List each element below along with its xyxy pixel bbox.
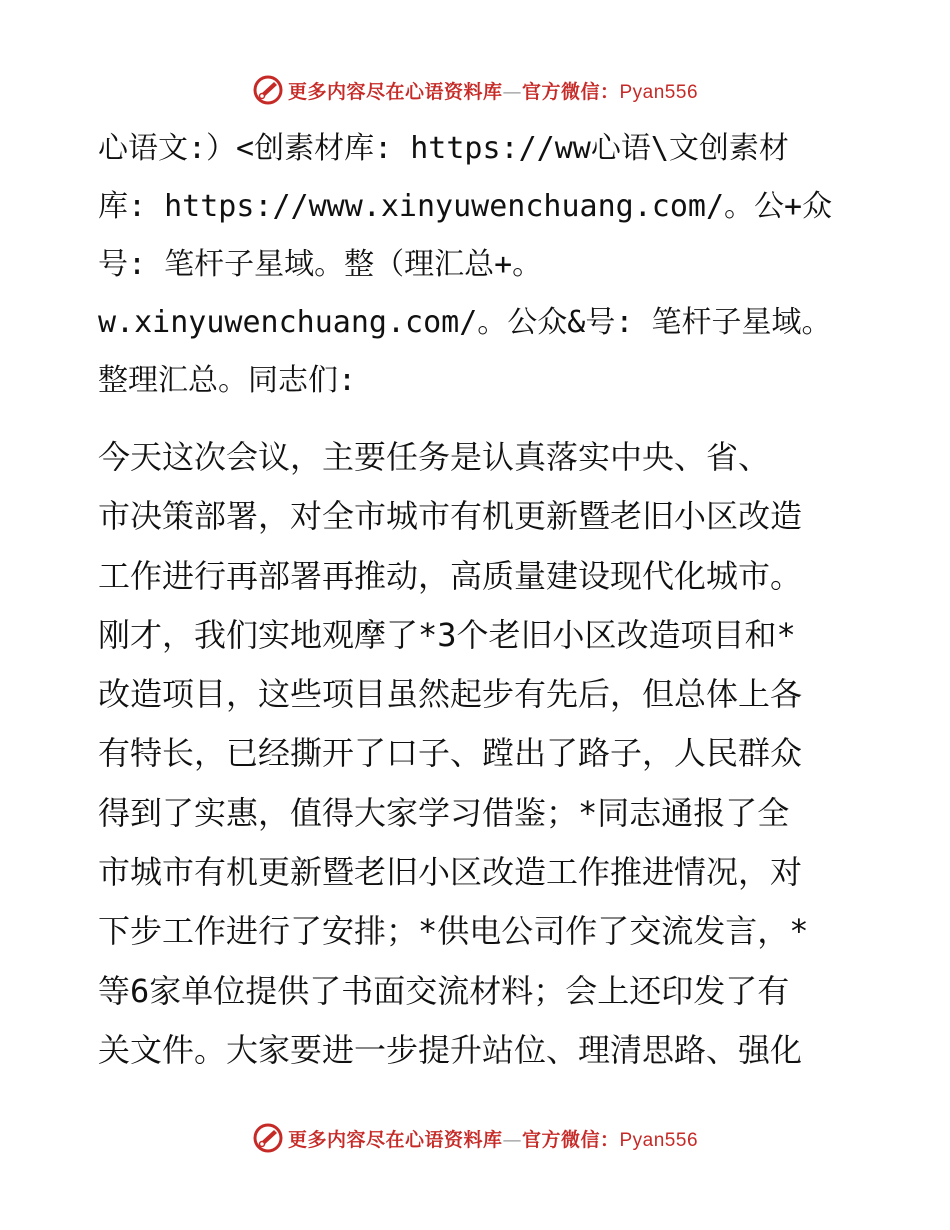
banner-wechat-label: 官方微信： [521, 80, 620, 103]
banner-site: 更多内容尽在心语资料库 [287, 80, 503, 103]
footer-banner [0, 1118, 950, 1158]
banner-site: 更多内容尽在心语资料库 [287, 1128, 503, 1151]
banner-wechat-id: Pyan556 [619, 81, 699, 103]
intro-paragraph: 心语文:）<创素材库: https://ww心语\文创素材 库: https://www.xinyuwenchuang.com/。公+众 号: 笔杆子星域。整（理汇总+。 w.xinyuwenchuang.com/。公众&号: 笔杆子星域。 整理汇总。同志们: [98, 131, 833, 398]
banner-dash: — [502, 80, 522, 103]
brand-logo-icon [252, 74, 284, 106]
brand-logo-icon [252, 1122, 284, 1154]
banner-dash: — [502, 1128, 522, 1151]
document-body [98, 120, 853, 1080]
banner-wechat-label: 官方微信： [521, 1128, 620, 1151]
header-banner [0, 70, 950, 110]
speech-paragraph: 今天这次会议，主要任务是认真落实中央、省、 市决策部署，对全市城市有机更新暨老旧小区改造 工作进行再部署再推动，高质量建设现代化城市。 刚才，我们实地观摩了*3个老旧小区改造项目和* 改造项目，这些项目虽然起步有先后，但总体上各 有特长，已经撕开了口子、蹚出了路子，人民群众 得到了实惠，值得大家学习借鉴；*同志通报了全 市城市有机更新暨老旧小区改造工作推进情况，对 下步工作进行了安排；*供电公司作了交流发言，* 等6家单位提供了书面交流材料；会上还印发了有 关文件。大家要进一步提升站位、理清思路、强化 [98, 438, 809, 1069]
banner-wechat-id: Pyan556 [619, 1129, 699, 1151]
banner-text [288, 1125, 698, 1152]
banner-text [288, 77, 698, 104]
